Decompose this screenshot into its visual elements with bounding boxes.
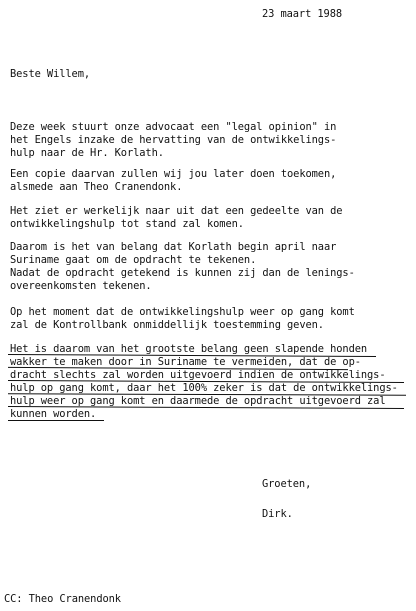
paragraph-line: ontwikkelingshulp tot stand zal komen.	[10, 218, 244, 230]
paragraph-line: Suriname gaat om de opdracht te tekenen.	[10, 254, 257, 266]
paragraph-line: overeenkomsten tekenen.	[10, 280, 152, 292]
paragraph-line: Nadat de opdracht getekend is kunnen zij dan de lenings-	[10, 267, 355, 279]
paragraph-line: alsmede aan Theo Cranendonk.	[10, 181, 183, 193]
paragraph-line: Een copie daarvan zullen wij jou later doen toekomen,	[10, 168, 337, 180]
paragraph-line: Daarom is het van belang dat Korlath begin april naar	[10, 241, 337, 253]
paragraph-line: Het ziet er werkelijk naar uit dat een gedeelte van de	[10, 205, 343, 217]
paragraph-line: hulp weer op gang komt en daarmede de opdracht uitgevoerd zal	[10, 395, 386, 407]
signature: Dirk.	[262, 508, 293, 520]
closing: Groeten,	[262, 478, 312, 490]
paragraph-line: Deze week stuurt onze advocaat een "legal opinion" in	[10, 121, 337, 133]
letter-date: 23 maart 1988	[262, 8, 343, 20]
underline-stroke	[8, 420, 104, 421]
cc-line: CC: Theo Cranendonk	[4, 593, 121, 605]
paragraph-line: zal de Kontrollbank onmiddellijk toestemming geven.	[10, 319, 324, 331]
paragraph-line: hulp naar de Hr. Korlath.	[10, 147, 164, 159]
paragraph-line: wakker te maken door in Suriname te vermeiden, dat de op-	[10, 356, 361, 368]
paragraph-line: dracht slechts zal worden uitgevoerd indien de ontwikkelings-	[10, 369, 386, 381]
salutation: Beste Willem,	[10, 68, 91, 80]
paragraph-line: Het is daarom van het grootste belang geen slapende honden	[10, 343, 368, 355]
paragraph-line: Op het moment dat de ontwikkelingshulp weer op gang komt	[10, 306, 355, 318]
paragraph-line: hulp op gang komt, daar het 100% zeker is dat de ontwikkelings-	[10, 382, 398, 394]
paragraph-line: kunnen worden.	[10, 408, 97, 420]
paragraph-line: het Engels inzake de hervatting van de ontwikkelings-	[10, 134, 337, 146]
